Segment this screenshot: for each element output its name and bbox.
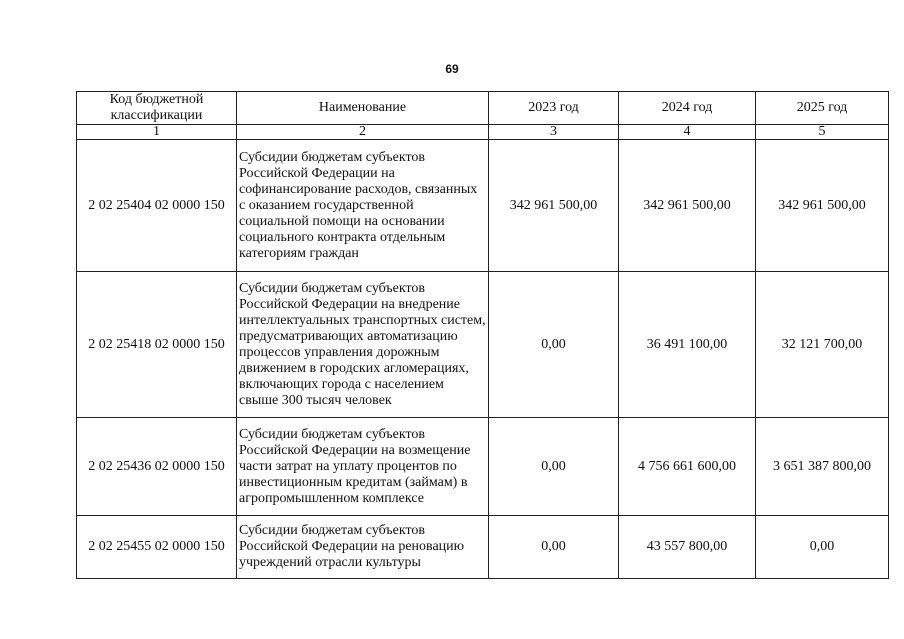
column-number: 5: [756, 125, 889, 140]
amount-2023: 0,00: [489, 418, 619, 516]
table-header-row: [77, 92, 889, 125]
table-row: [77, 272, 889, 418]
header-code: Код бюджетной классификации: [77, 92, 237, 125]
amount-2023: 342 961 500,00: [489, 140, 619, 272]
column-number: 3: [489, 125, 619, 140]
amount-2023: 0,00: [489, 516, 619, 579]
table-row: [77, 418, 889, 516]
amount-2024: 36 491 100,00: [619, 272, 756, 418]
header-name: Наименование: [237, 92, 489, 125]
item-name: Субсидии бюджетам субъектов Российской Федерации на возмещение части затрат на уплату процентов по инвестиционным кредитам (займам) в агропромышленном комплексе: [237, 418, 489, 516]
budget-code: 2 02 25404 02 0000 150: [77, 140, 237, 272]
table-row: [77, 516, 889, 579]
page-number: 69: [445, 62, 459, 76]
item-name: Субсидии бюджетам субъектов Российской Федерации на софинансирование расходов, связанных с оказанием государственной социальной помощи на основании социального контракта отдельным категориям граждан: [237, 140, 489, 272]
column-number: 1: [77, 125, 237, 140]
item-name: Субсидии бюджетам субъектов Российской Федерации на внедрение интеллектуальных транспортных систем, предусматривающих автоматизацию процессов управления дорожным движением в городских агломерациях, включающих города с населением свыше 300 тысяч человек: [237, 272, 489, 418]
budget-code: 2 02 25436 02 0000 150: [77, 418, 237, 516]
amount-2024: 4 756 661 600,00: [619, 418, 756, 516]
amount-2025: 32 121 700,00: [756, 272, 889, 418]
amount-2025: 3 651 387 800,00: [756, 418, 889, 516]
table-row: [77, 140, 889, 272]
budget-code: 2 02 25418 02 0000 150: [77, 272, 237, 418]
amount-2025: 0,00: [756, 516, 889, 579]
header-2024: 2024 год: [619, 92, 756, 125]
header-2025: 2025 год: [756, 92, 889, 125]
budget-table: [76, 91, 889, 579]
amount-2024: 43 557 800,00: [619, 516, 756, 579]
column-number: 4: [619, 125, 756, 140]
item-name: Субсидии бюджетам субъектов Российской Федерации на реновацию учреждений отрасли культуры: [237, 516, 489, 579]
budget-code: 2 02 25455 02 0000 150: [77, 516, 237, 579]
column-number-row: [77, 125, 889, 140]
amount-2024: 342 961 500,00: [619, 140, 756, 272]
amount-2023: 0,00: [489, 272, 619, 418]
amount-2025: 342 961 500,00: [756, 140, 889, 272]
column-number: 2: [237, 125, 489, 140]
header-2023: 2023 год: [489, 92, 619, 125]
